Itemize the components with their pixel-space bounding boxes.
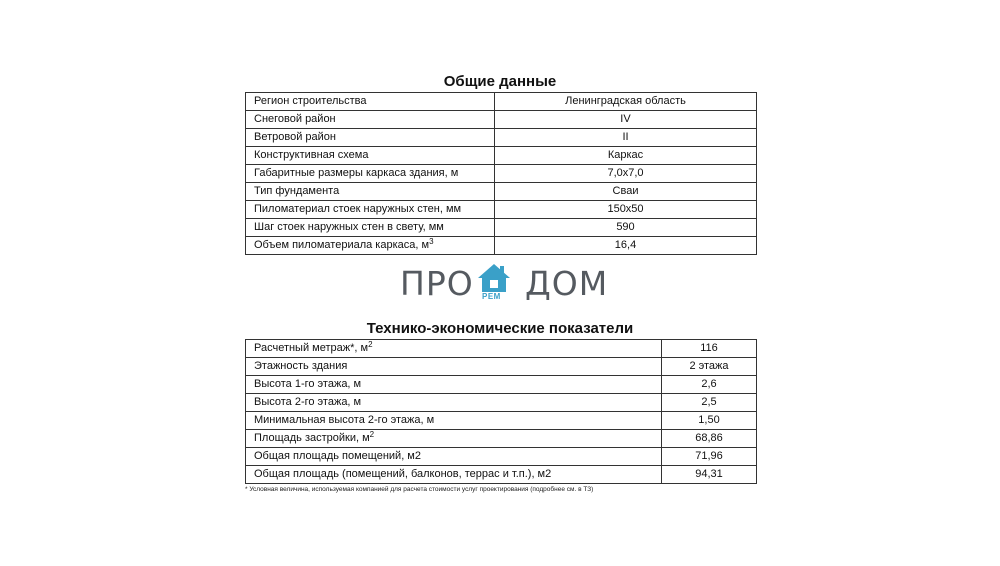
row-value: 2,5 xyxy=(662,394,757,412)
logo-sub-text: РЕМ xyxy=(482,292,501,301)
row-value: 71,96 xyxy=(662,448,757,466)
logo-word-dom: ДОМ xyxy=(525,264,609,303)
table-row xyxy=(246,430,757,448)
unit-superscript: 2 xyxy=(369,430,375,439)
row-value: 94,31 xyxy=(662,466,757,484)
table-row xyxy=(246,183,757,201)
row-value: 2,6 xyxy=(662,376,757,394)
row-label-text: Площадь застройки, м xyxy=(254,432,370,444)
general-data-table xyxy=(245,92,757,255)
table-row xyxy=(246,376,757,394)
row-label xyxy=(246,430,662,448)
row-value: Сваи xyxy=(495,183,757,201)
table-row xyxy=(246,129,757,147)
row-value: 116 xyxy=(662,340,757,358)
table-row xyxy=(246,93,757,111)
row-label xyxy=(246,237,495,255)
table-row xyxy=(246,237,757,255)
row-label: Минимальная высота 2-го этажа, м xyxy=(246,412,662,430)
row-label: Высота 2-го этажа, м xyxy=(246,394,662,412)
house-icon xyxy=(476,262,512,294)
row-value: 7,0х7,0 xyxy=(495,165,757,183)
row-label: Регион строительства xyxy=(246,93,495,111)
row-value: 150х50 xyxy=(495,201,757,219)
row-label xyxy=(246,340,662,358)
table-row xyxy=(246,466,757,484)
row-value: IV xyxy=(495,111,757,129)
company-logo xyxy=(398,262,608,306)
row-label: Пиломатериал стоек наружных стен, мм xyxy=(246,201,495,219)
table-row xyxy=(246,111,757,129)
table-row xyxy=(246,394,757,412)
row-value: 1,50 xyxy=(662,412,757,430)
table-row xyxy=(246,358,757,376)
row-value: 590 xyxy=(495,219,757,237)
logo-word-pro: ПРО xyxy=(400,264,474,303)
general-data-title: Общие данные xyxy=(443,73,557,90)
row-label: Общая площадь помещений, м2 xyxy=(246,448,662,466)
table-row xyxy=(246,165,757,183)
technical-indicators-table xyxy=(245,339,757,484)
row-label: Ветровой район xyxy=(246,129,495,147)
row-label: Этажность здания xyxy=(246,358,662,376)
row-label-text: Расчетный метраж*, м xyxy=(254,342,369,354)
row-value: Каркас xyxy=(495,147,757,165)
technical-indicators-title: Технико-экономические показатели xyxy=(366,320,634,337)
unit-superscript: 3 xyxy=(429,237,434,246)
table-row xyxy=(246,412,757,430)
row-value: Ленинградская область xyxy=(495,93,757,111)
row-label: Шаг стоек наружных стен в свету, мм xyxy=(246,219,495,237)
table-row xyxy=(246,340,757,358)
row-value: II xyxy=(495,129,757,147)
row-label: Общая площадь (помещений, балконов, террас и т.п.), м2 xyxy=(246,466,662,484)
unit-superscript: 2 xyxy=(368,340,373,349)
table-row xyxy=(246,201,757,219)
row-value: 16,4 xyxy=(495,237,757,255)
footnote: * Условная величина, используемая компанией для расчета стоимости услуг проектирования (подробнее см. в ТЗ) xyxy=(245,486,594,493)
table-row xyxy=(246,147,757,165)
row-label: Снеговой район xyxy=(246,111,495,129)
row-value: 2 этажа xyxy=(662,358,757,376)
row-label: Конструктивная схема xyxy=(246,147,495,165)
row-label: Габаритные размеры каркаса здания, м xyxy=(246,165,495,183)
row-value: 68,86 xyxy=(662,430,757,448)
row-label: Тип фундамента xyxy=(246,183,495,201)
table-row xyxy=(246,219,757,237)
row-label: Высота 1-го этажа, м xyxy=(246,376,662,394)
row-label-text: Объем пиломатериала каркаса, м xyxy=(254,239,430,251)
table-row xyxy=(246,448,757,466)
